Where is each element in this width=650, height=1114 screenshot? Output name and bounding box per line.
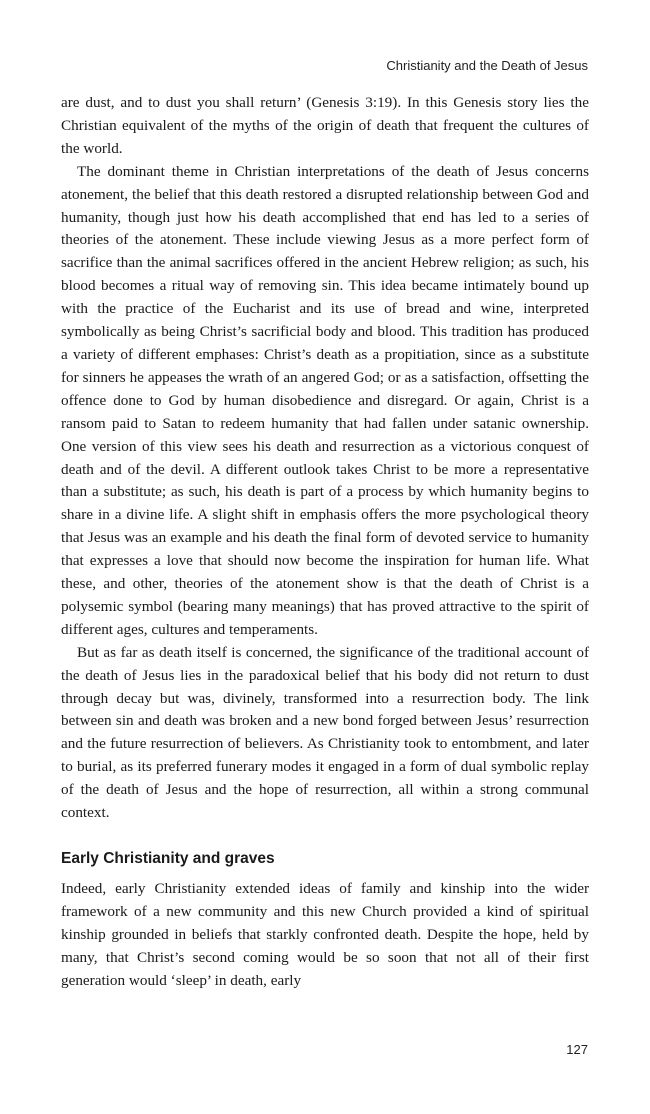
- running-head: Christianity and the Death of Jesus: [386, 58, 588, 73]
- body-text: [61, 92, 589, 993]
- paragraph-atonement: The dominant theme in Christian interpretations of the death of Jesus concerns atonement, the belief that this death restored a disrupted relationship between God and humanity, though just how his death accomplished that end has led to a series of theories of the atonement. These include viewing Jesus as a more perfect form of sacrifice than the animal sacrifices offered in the ancient Hebrew religion; as such, his blood becomes a ritual way of removing sin. This idea became intimately bound up with the practice of the Eucharist and its use of bread and wine, interpreted symbolically as being Christ’s sacrificial body and blood. This tradition has produced a variety of different emphases: Christ’s death as a propitiation, since as a substitute for sinners he appeases the wrath of an angered God; or as a satisfaction, offsetting the offence done to God by human disobedience and disregard. Or again, Christ is a ransom paid to Satan to redeem humanity that had fallen under satanic ownership. One version of this view sees his death and resurrection as a victorious conquest of death and of the devil. A different outlook takes Christ to be more a representative than a substitute; as such, his death is part of a process by which humanity begins to share in a divine life. A slight shift in emphasis offers the more psychological theory that Jesus was an example and his death the final form of devoted service to humanity that expresses a love that should now become the inspiration for human life. What these, and other, theories of the atonement show is that the death of Christ is a polysemic symbol (bearing many meanings) that has proved attractive to the spirit of different ages, cultures and temperaments.: [61, 162, 589, 638]
- paragraph-resurrection: But as far as death itself is concerned, the significance of the traditional account of the death of Jesus lies in the paradoxical belief that his body did not return to dust through decay but was, divinely, transformed into a resurrection body. The link between sin and death was broken and a new bond forged between Jesus’ resurrection and the future resurrection of believers. As Christianity took to entombment, and later to burial, as its preferred funerary modes it engaged in a form of dual symbolic replay of the death of Jesus and the hope of resurrection, all within a strong communal context.: [61, 643, 589, 822]
- paragraph-continuation: are dust, and to dust you shall return’ (Genesis 3:19). In this Genesis story lies the Christian equivalent of the myths of the origin of death that frequent the cultures of the world.: [61, 94, 589, 157]
- section-heading: Early Christianity and graves: [61, 850, 275, 867]
- paragraph-early-christianity: Indeed, early Christianity extended ideas of family and kinship into the wider framework of a new community and this new Church provided a kind of spiritual kinship grounded in beliefs that starkly confronted death. Despite the hope, held by many, that Christ’s second coming would be so soon that not all of their first generation would ‘sleep’ in death, early: [61, 880, 589, 989]
- page-number: 127: [566, 1042, 588, 1057]
